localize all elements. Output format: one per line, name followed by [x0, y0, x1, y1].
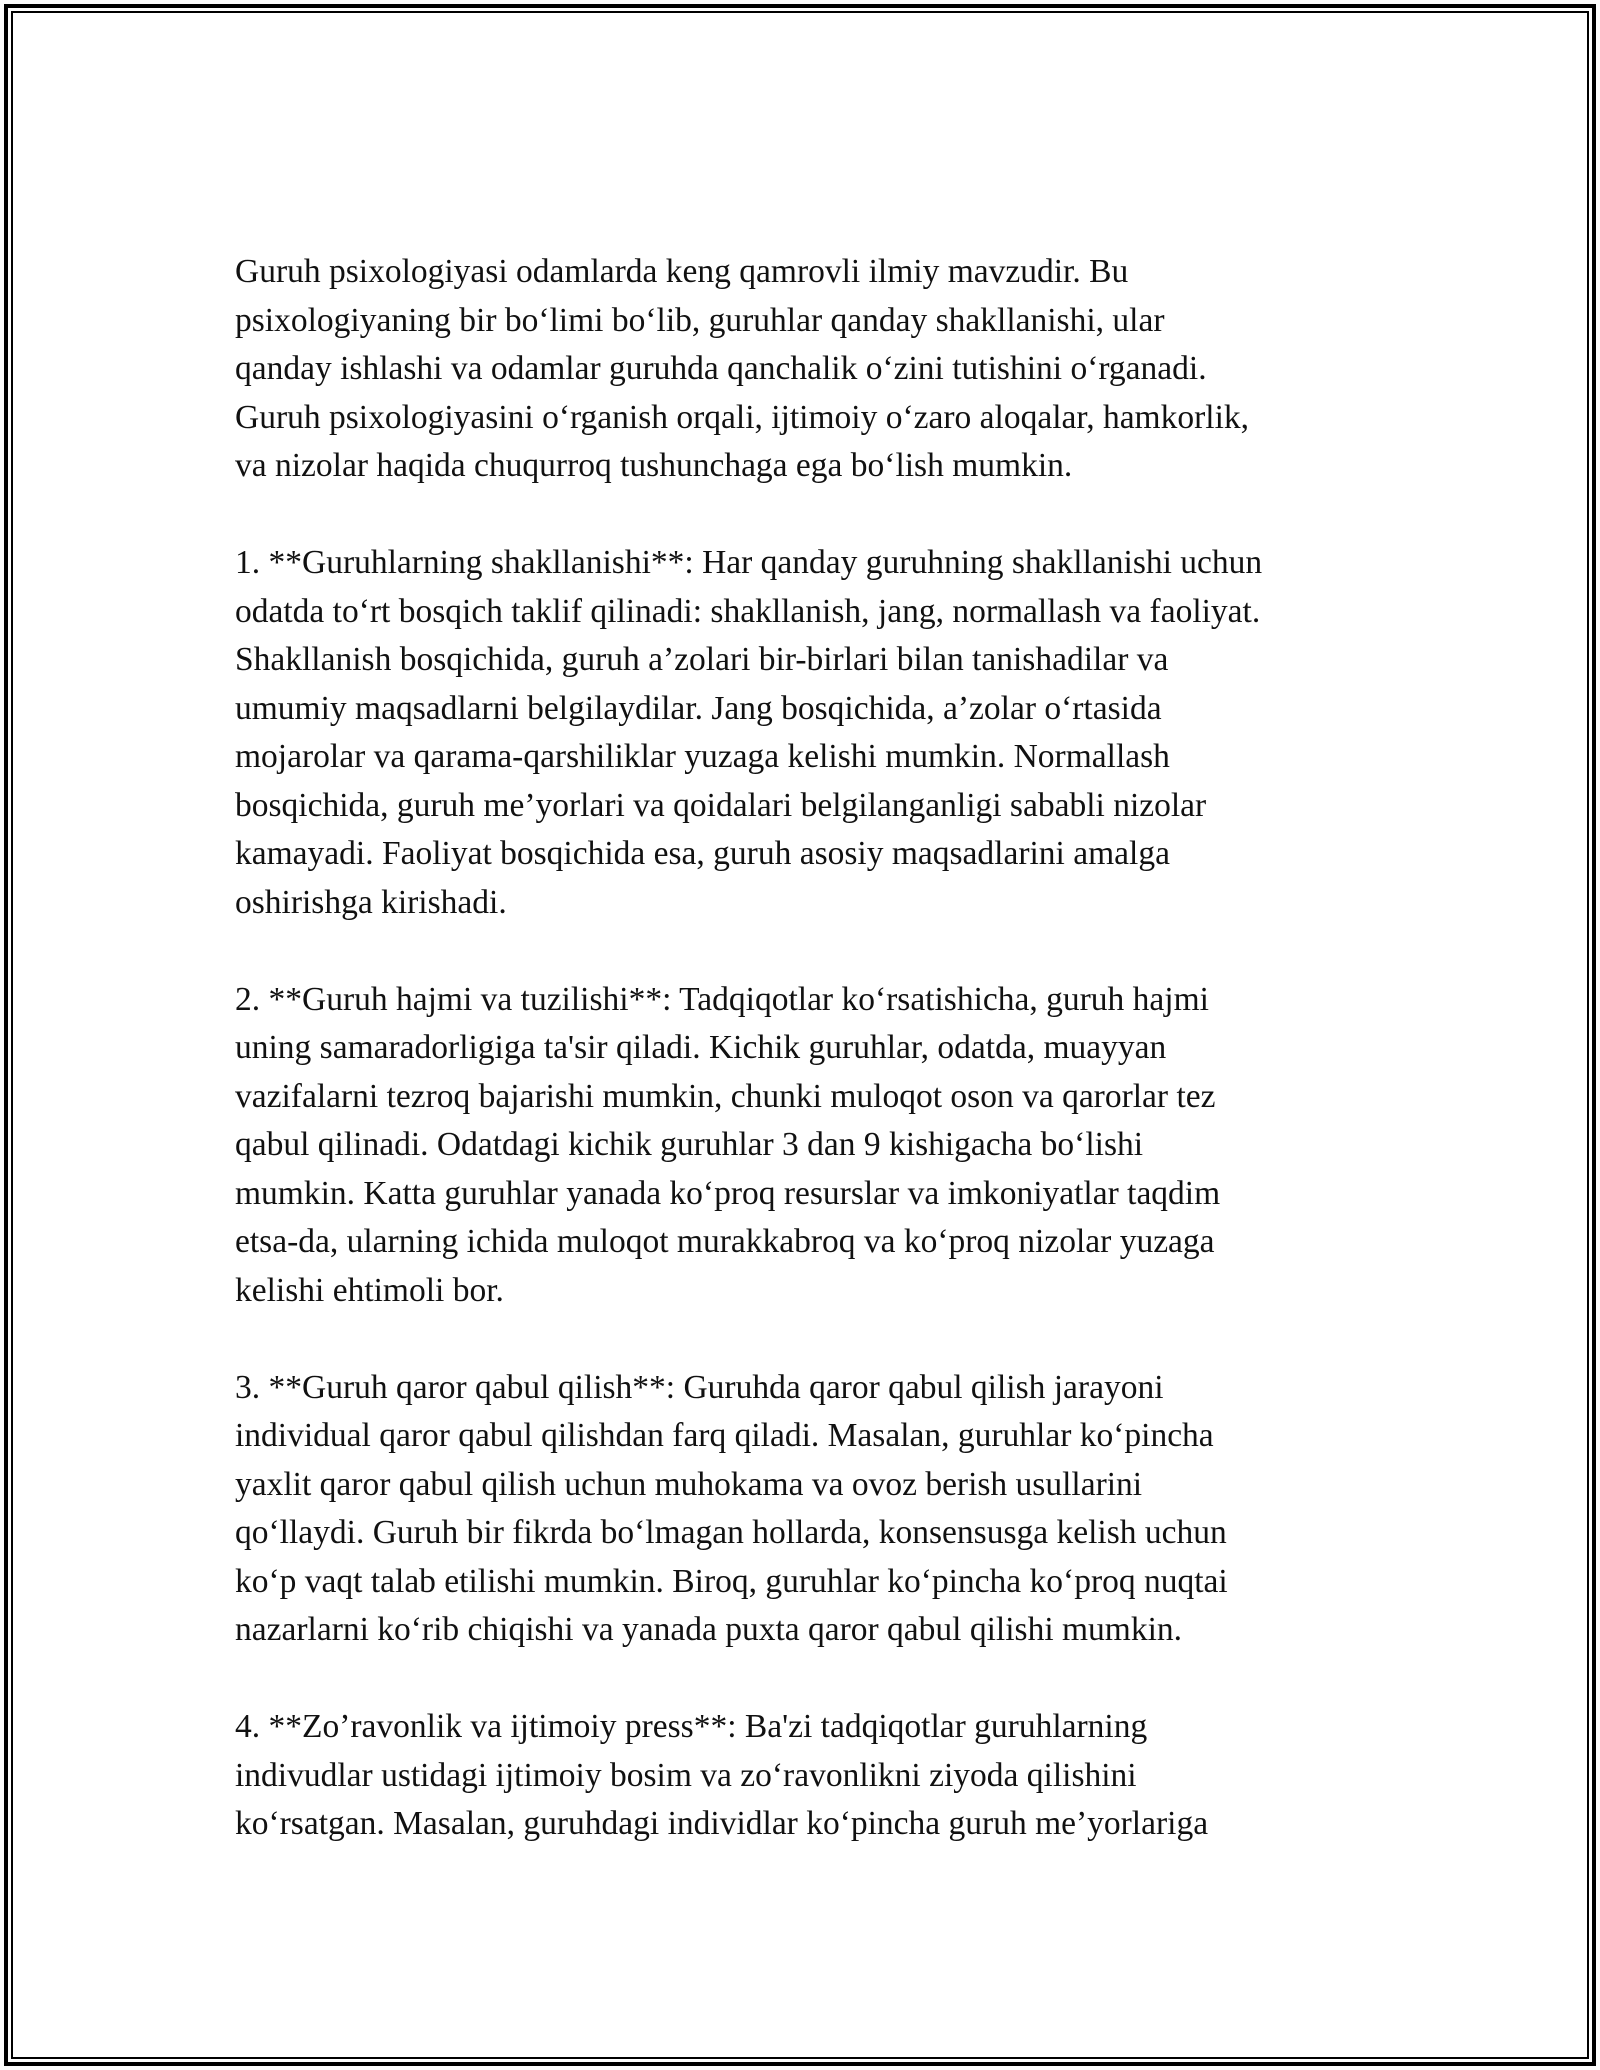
intro-paragraph: Guruh psixologiyasi odamlarda keng qamrovli ilmiy mavzudir. Bu psixologiyaning bir bo‘limi bo‘lib, guruhlar qanday shakllanishi, ular qanday ishlashi va odamlar guruhda qanchalik o‘zini tutishini o‘rganadi. Guruh psixologiyasini o‘rganish orqali, ijtimoiy o‘zaro aloqalar, hamkorlik, va nizolar haqida chuqurroq tushunchaga ega bo‘lish mumkin.: [235, 253, 1250, 484]
paragraph-social-pressure: 4. **Zo’ravonlik va ijtimoiy press**: Ba'zi tadqiqotlar guruhlarning indivudlar ustidagi ijtimoiy bosim va zo‘ravonlikni ziyoda qilishini ko‘rsatgan. Masalan, guruhdagi individlar ko‘pincha guruh me’yorlariga: [235, 1708, 1209, 1842]
paragraph-group-decision: 3. **Guruh qaror qabul qilish**: Guruhda qaror qabul qilish jarayoni individual qaror qabul qilishdan farq qiladi. Masalan, guruhlar ko‘pincha yaxlit qaror qabul qilish uchun muhokama va ovoz berish usullarini qo‘llaydi. Guruh bir fikrda bo‘lmagan hollarda, konsensusga kelish uchun ko‘p vaqt talab etilishi mumkin. Biroq, guruhlar ko‘pincha ko‘proq nuqtai nazarlarni ko‘rib chiqishi va yanada puxta qaror qabul qilishi mumkin.: [235, 1368, 1228, 1648]
document-body: [235, 248, 1395, 1849]
paragraph-group-formation: 1. **Guruhlarning shakllanishi**: Har qanday guruhning shakllanishi uchun odatda to‘rt bosqich taklif qilinadi: shakllanish, jang, normallash va faoliyat. Shakllanish bosqichida, guruh a’zolari bir-birlari bilan tanishadilar va umumiy maqsadlarni belgilaydilar. Jang bosqichida, a’zolar o‘rtasida mojarolar va qarama-qarshiliklar yuzaga kelishi mumkin. Normallash bosqichida, guruh me’yorlari va qoidalari belgilanganligi sababli nizolar kamayadi. Faoliyat bosqichida esa, guruh asosiy maqsadlarini amalga oshirishga kirishadi.: [235, 544, 1263, 921]
paragraph-group-size: 2. **Guruh hajmi va tuzilishi**: Tadqiqotlar ko‘rsatishicha, guruh hajmi uning samaradorligiga ta'sir qiladi. Kichik guruhlar, odatda, muayyan vazifalarni tezroq bajarishi mumkin, chunki muloqot oson va qarorlar tez qabul qilinadi. Odatdagi kichik guruhlar 3 dan 9 kishigacha bo‘lishi mumkin. Katta guruhlar yanada ko‘proq resurslar va imkoniyatlar taqdim etsa-da, ularning ichida muloqot murakkabroq va ko‘proq nizolar yuzaga kelishi ehtimoli bor.: [235, 980, 1221, 1309]
